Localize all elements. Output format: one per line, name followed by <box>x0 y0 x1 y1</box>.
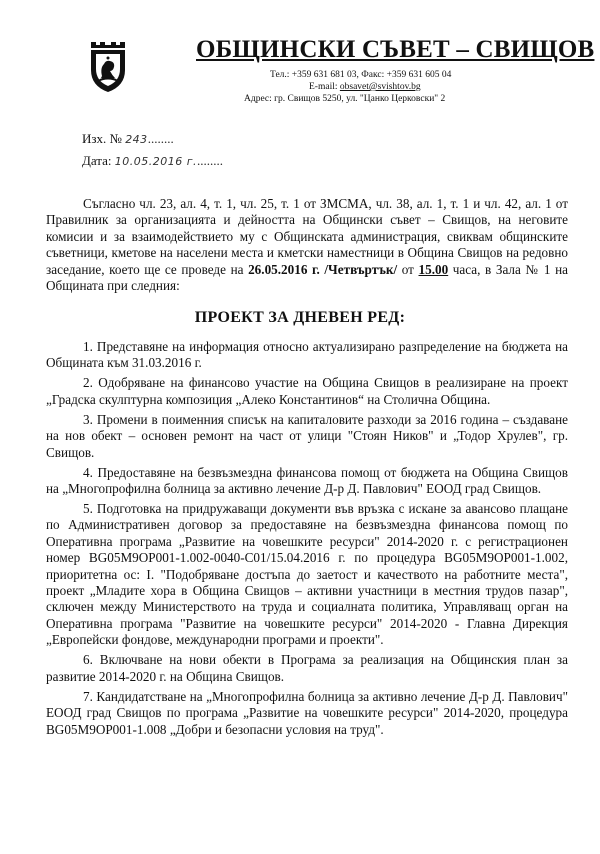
municipal-crest-icon <box>88 38 128 94</box>
agenda-item: 2. Одобряване на финансово участие на Община Свищов в реализиране на проект „Градска скулптурна композиция „Алеко Константинов“ на Столична Община. <box>46 375 568 407</box>
outgoing-number-label: Изх. № <box>82 131 122 146</box>
session-time: 15.00 <box>418 261 449 277</box>
intro-text-middle: от <box>401 261 414 277</box>
intro-paragraph <box>46 196 568 294</box>
outgoing-number-value: 243 <box>125 133 148 146</box>
outgoing-number-line <box>82 131 174 147</box>
phone-fax-line: Тел.: +359 631 681 03, Факс: +359 631 605 04 <box>270 70 452 80</box>
email-label: E-mail: <box>309 82 338 92</box>
intro-text-before: Съгласно чл. 23, ал. 4, т. 1, чл. 25, т. 1 от ЗМСМА, чл. 38, ал. 1, т. 1 и чл. 42, ал. 1 от Правилник за организацията и дейността на Общински съвет – Свищов, на неговите комисии и за взаимодействието му с Общинската администрация, свиквам общинските съветници, кметове на населени места и кметски наместници в Община Свищов на редовно заседание, което ще се проведе на <box>46 196 568 277</box>
agenda-item: 5. Подготовка на придружаващи документи във връзка с искане за авансово плащане по Административен договор за предоставяне на безвъзмездна финансова помощ по Оперативна програма „Развитие на човешките ресурси" 2014-2020 г. с регистрационен номер BG05M9OP001-1.002-0040-C01/15.04.2016 г. по процедура BG05M9OP001-1.002, приоритетна ос: I. "Подобряване достъпа до заетост и качеството на работните места", проект „Младите хора в Община Свищов – активни участници в местния трудов пазар", сключен между Министерството на труда и социалната политика, Управляващ орган на Оперативна програма "Развитие на човешките ресурси" 2014-2020 - Главна Дирекция „Европейски фондове, международни програми и проекти". <box>46 501 568 648</box>
agenda-list <box>46 339 568 742</box>
agenda-item: 7. Кандидатстване на „Многопрофилна болница за активно лечение Д-р Д. Павлович" ЕООД град Свищов по програма „Развитие на човешките ресурси" 2014-2020, процедура BG05M9OP001-1.008 „Добри и безопасни условия на труд". <box>46 688 568 737</box>
council-title: ОБЩИНСКИ СЪВЕТ – СВИЩОВ <box>196 36 595 63</box>
outgoing-number-dots: ........ <box>147 131 174 146</box>
agenda-heading: ПРОЕКТ ЗА ДНЕВЕН РЕД: <box>194 309 406 326</box>
date-line <box>82 153 223 169</box>
intro-text-after: часа, в Зала № 1 на Общината при следния: <box>46 261 568 294</box>
date-label: Дата: <box>82 153 112 168</box>
date-dots: ........ <box>197 153 224 168</box>
email-link[interactable]: obsavet@svishtov.bg <box>339 82 421 92</box>
agenda-item: 1. Представяне на информация относно актуализирано разпределение на бюджета на Общината към 31.03.2016 г. <box>46 339 568 371</box>
session-date: 26.05.2016 г. /Четвъртък/ <box>248 261 398 277</box>
agenda-item: 4. Предоставяне на безвъзмездна финансова помощ от бюджета на Община Свищов на „Многопрофилна болница за активно лечение Д-р Д. Павлович" ЕООД град Свищов. <box>46 464 568 497</box>
address-line: Адрес: гр. Свищов 5250, ул. "Цанко Церковски" 2 <box>244 94 446 104</box>
agenda-item: 6. Включване на нови обекти в Програма за реализация на Общинския план за развитие 2014-2020 г. на Община Свищов. <box>46 652 568 684</box>
date-value: 10.05.2016 г. <box>114 155 198 168</box>
agenda-item: 3. Промени в поименния списък на капиталовите разходи за 2016 година – създаване на нов обект – основен ремонт на част от улици "Стоян Ников" и „Тодор Хрулев", гр. Свищов. <box>46 411 568 460</box>
email-line <box>309 82 421 92</box>
